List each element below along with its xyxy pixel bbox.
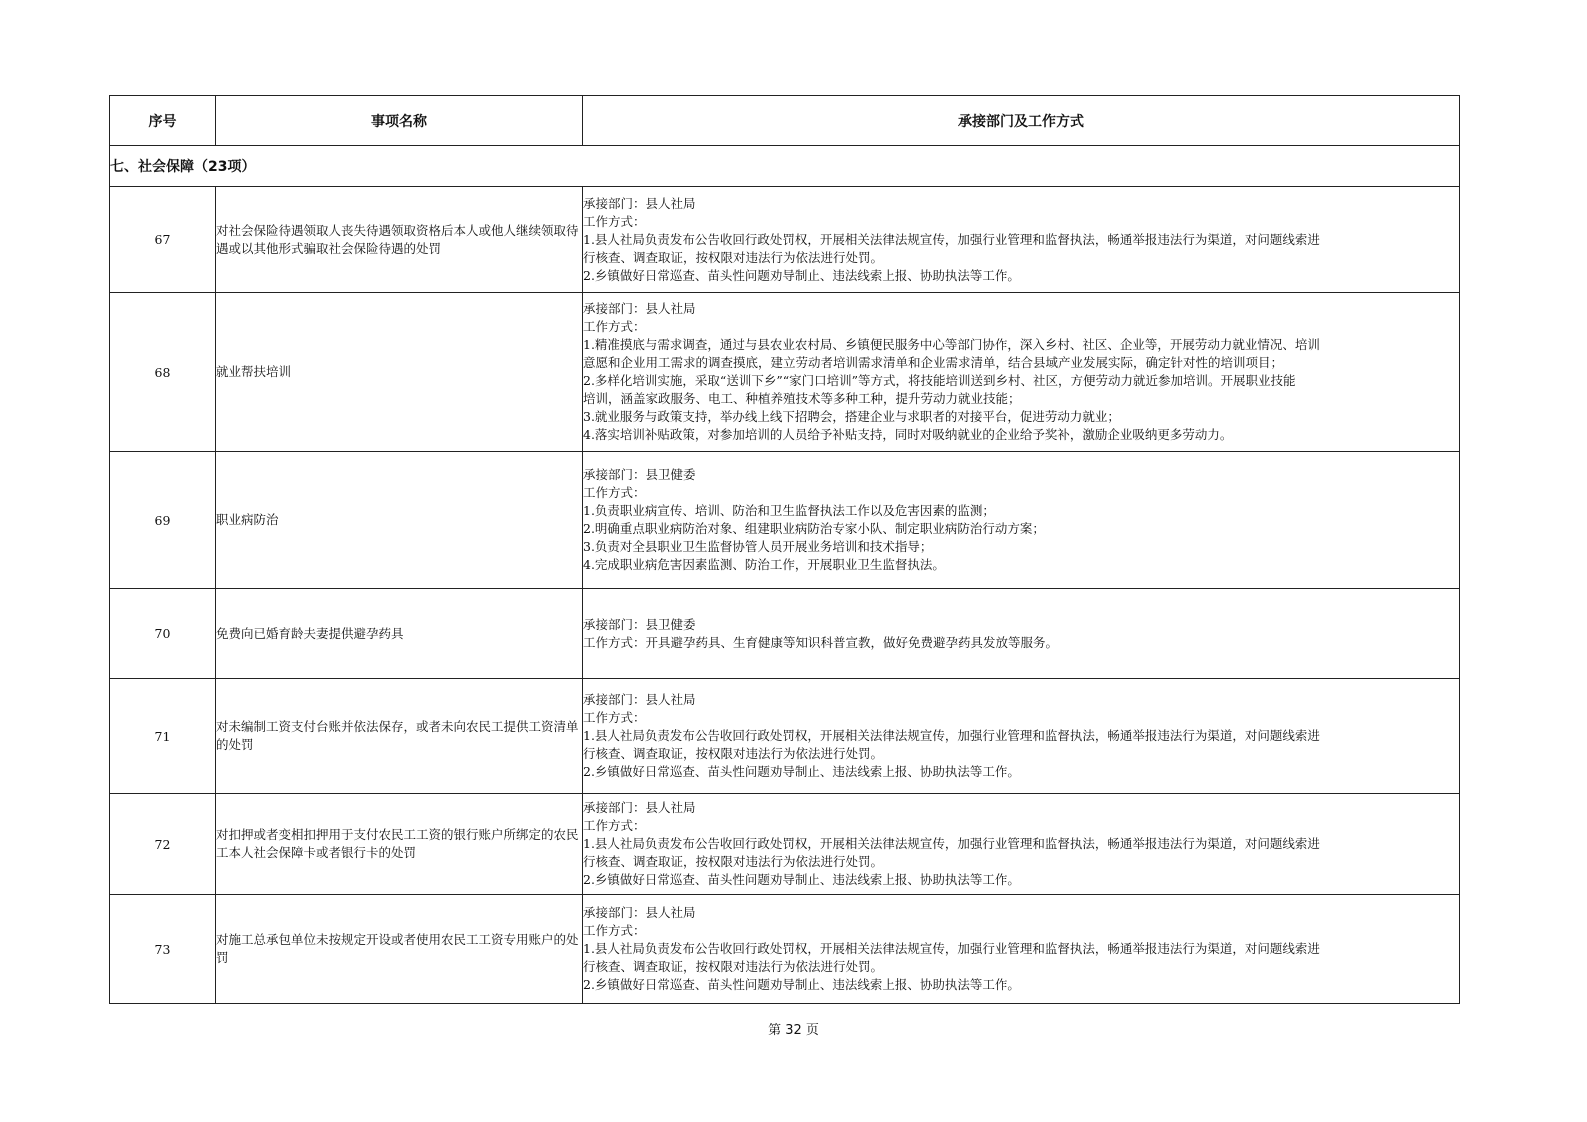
item-name: 免费向已婚育龄夫妻提供避孕药具: [216, 589, 583, 679]
method-line: 2.乡镇做好日常巡查、苗头性问题劝导制止、违法线索上报、协助执法等工作。: [583, 764, 1020, 779]
department-method: [583, 187, 1460, 293]
method-line: 承接部门：县卫健委: [583, 467, 696, 482]
item-name: 就业帮扶培训: [216, 293, 583, 452]
page-number: 第 32 页: [768, 1023, 819, 1038]
method-line: 培训，涵盖家政服务、电工、种植养殖技术等多种工种，提升劳动力就业技能；: [583, 391, 1021, 406]
table-row: [110, 589, 1460, 679]
header-item-name: 事项名称: [216, 96, 583, 146]
method-line: 承接部门：县人社局: [583, 905, 696, 920]
method-line: 工作方式：: [583, 818, 646, 833]
row-index: 70: [110, 589, 216, 679]
department-method: [583, 293, 1460, 452]
department-method: [583, 895, 1460, 1004]
method-line: 意愿和企业用工需求的调查摸底，建立劳动者培训需求清单和企业需求清单，结合县域产业发展实际，确定针对性的培训项目；: [583, 355, 1284, 370]
document-table: [109, 95, 1460, 1004]
method-line: 工作方式：: [583, 213, 646, 229]
item-name: 对扣押或者变相扣押用于支付农民工工资的银行账户所绑定的农民工本人社会保障卡或者银行卡的处罚: [216, 794, 583, 895]
method-line: 2.乡镇做好日常巡查、苗头性问题劝导制止、违法线索上报、协助执法等工作。: [583, 977, 1020, 992]
item-name: 对施工总承包单位未按规定开设或者使用农民工工资专用账户的处罚: [216, 895, 583, 1004]
table-row: [110, 794, 1460, 895]
method-line: 1.精准摸底与需求调查，通过与县农业农村局、乡镇便民服务中心等部门协作，深入乡村、社区、企业等，开展劳动力就业情况、培训: [583, 337, 1320, 352]
row-index: 72: [110, 794, 216, 895]
department-method: [583, 679, 1460, 794]
method-line: 工作方式：: [583, 319, 646, 334]
department-method: [583, 794, 1460, 895]
method-line: 2.多样化培训实施，采取“送训下乡”“家门口培训”等方式，将技能培训送到乡村、社区，方便劳动力就近参加培训。开展职业技能: [583, 373, 1296, 388]
method-line: 承接部门：县人社局: [583, 301, 696, 316]
method-line: 承接部门：县人社局: [583, 800, 696, 815]
method-line: 3.就业服务与政策支持，举办线上线下招聘会，搭建企业与求职者的对接平台，促进劳动力就业；: [583, 409, 1120, 424]
section-title: 七、社会保障（23项）: [110, 146, 1460, 187]
row-index: 68: [110, 293, 216, 452]
table-row: [110, 895, 1460, 1004]
method-line: 2.乡镇做好日常巡查、苗头性问题劝导制止、违法线索上报、协助执法等工作。: [583, 872, 1020, 887]
item-name: 职业病防治: [216, 452, 583, 589]
header-row: [110, 96, 1460, 146]
method-line: 4.完成职业病危害因素监测、防治工作，开展职业卫生监督执法。: [583, 557, 945, 572]
method-line: 1.负责职业病宣传、培训、防治和卫生监督执法工作以及危害因素的监测；: [583, 503, 995, 518]
row-index: 71: [110, 679, 216, 794]
section-row: [110, 146, 1460, 187]
method-line: 承接部门：县人社局: [583, 195, 696, 211]
header-index: 序号: [110, 96, 216, 146]
method-line: 行核查、调查取证，按权限对违法行为依法进行处罚。: [583, 959, 884, 974]
department-method: [583, 452, 1460, 589]
method-line: 行核查、调查取证，按权限对违法行为依法进行处罚。: [583, 746, 884, 761]
table-row: [110, 293, 1460, 452]
row-index: 73: [110, 895, 216, 1004]
method-line: 1.县人社局负责发布公告收回行政处罚权，开展相关法律法规宣传，加强行业管理和监督执法，畅通举报违法行为渠道，对问题线索进: [583, 231, 1320, 247]
method-line: 1.县人社局负责发布公告收回行政处罚权，开展相关法律法规宣传，加强行业管理和监督执法，畅通举报违法行为渠道，对问题线索进: [583, 836, 1320, 851]
method-line: 2.明确重点职业病防治对象、组建职业病防治专家小队、制定职业病防治行动方案；: [583, 521, 1045, 536]
item-name: 对未编制工资支付台账并依法保存，或者未向农民工提供工资清单的处罚: [216, 679, 583, 794]
row-index: 69: [110, 452, 216, 589]
item-name: 对社会保险待遇领取人丧失待遇领取资格后本人或他人继续领取待遇或以其他形式骗取社会保险待遇的处罚: [216, 187, 583, 293]
method-line: 工作方式：: [583, 485, 646, 500]
method-line: 行核查、调查取证，按权限对违法行为依法进行处罚。: [583, 854, 884, 869]
row-index: 67: [110, 187, 216, 293]
method-line: 1.县人社局负责发布公告收回行政处罚权，开展相关法律法规宣传，加强行业管理和监督执法，畅通举报违法行为渠道，对问题线索进: [583, 941, 1320, 956]
method-line: 工作方式：开具避孕药具、生育健康等知识科普宣教，做好免费避孕药具发放等服务。: [583, 634, 1059, 650]
table-row: [110, 452, 1460, 589]
method-line: 行核查、调查取证，按权限对违法行为依法进行处罚。: [583, 249, 884, 265]
table-row: [110, 679, 1460, 794]
method-line: 承接部门：县卫健委: [583, 616, 696, 632]
method-line: 承接部门：县人社局: [583, 692, 696, 707]
department-method: [583, 589, 1460, 679]
method-line: 1.县人社局负责发布公告收回行政处罚权，开展相关法律法规宣传，加强行业管理和监督执法，畅通举报违法行为渠道，对问题线索进: [583, 728, 1320, 743]
method-line: 4.落实培训补贴政策，对参加培训的人员给予补贴支持，同时对吸纳就业的企业给予奖补，激励企业吸纳更多劳动力。: [583, 427, 1233, 442]
method-line: 工作方式：: [583, 710, 646, 725]
header-department-method: 承接部门及工作方式: [583, 96, 1460, 146]
method-line: 工作方式：: [583, 923, 646, 938]
method-line: 2.乡镇做好日常巡查、苗头性问题劝导制止、违法线索上报、协助执法等工作。: [583, 267, 1020, 283]
table-row: [110, 187, 1460, 293]
method-line: 3.负责对全县职业卫生监督协管人员开展业务培训和技术指导；: [583, 539, 933, 554]
